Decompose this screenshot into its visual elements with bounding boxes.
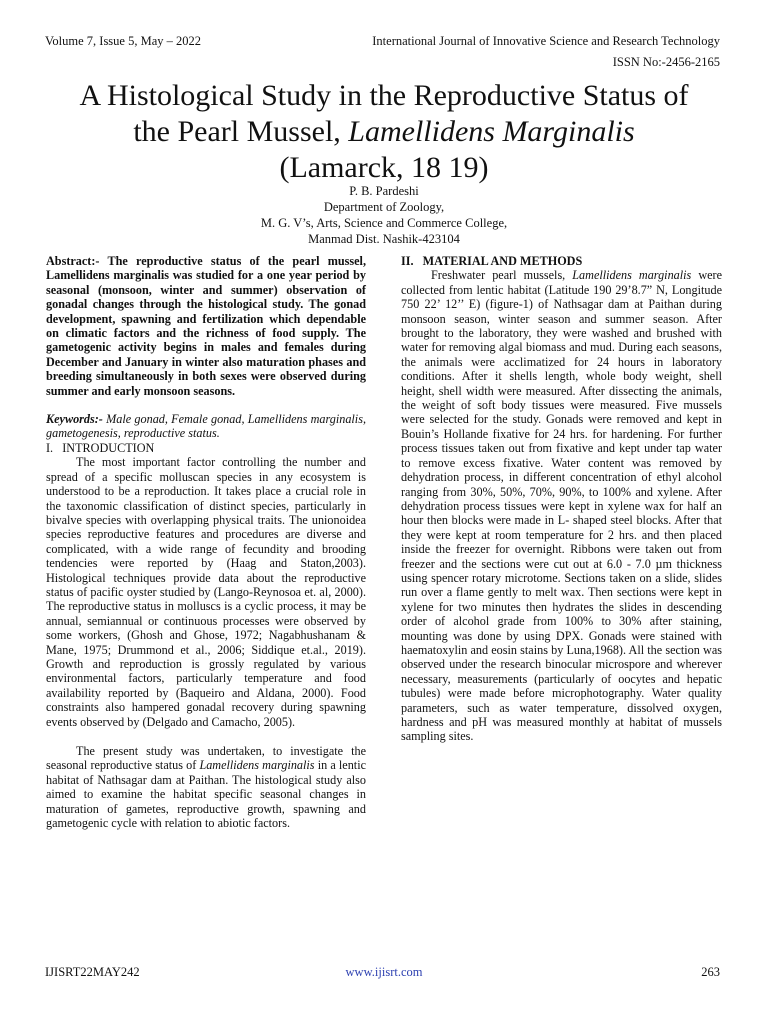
methods-p-a: Freshwater pearl mussels, — [431, 268, 573, 283]
abstract: Abstract:- The reproductive status of the pearl mussel, Lamellidens marginalis was studied for a one year period by seasonal (monsoon, winter and summer) observation of gonadal changes through the histological study. The gonad development, spawning and fertilization which dependable on climatic factors and the richness of food supply. The gametogenic activity begins in males and females during December and January in winter also maturation phases and breeding simultaneously in both sexes were observed during summer and early monsoon seasons. — [46, 254, 366, 398]
left-column — [46, 254, 366, 830]
introduction-paragraph-1: The most important factor controlling the number and spread of a specific molluscan species in any ecosystem is understood to be a reproduction. It takes place a crucial role in the taxonomic classification of distinct species, particularly in bivalve species with overlapping physical traits. The unionoidea species reproductive features and procedures are diverse and complicated, with a wide range of fecundity and brooding tendencies were reported by (Haag and Staton,2003). Histological techniques provide data about the reproductive status of pacific oyster studied by (Lango-Reynosoa et. al, 2000). The reproductive status in molluscs is a cyclic process, it may be annual, semiannual or continuous processes were observed by some workers, (Ghosh and Ghose, 1972; Nagabhushanam & Mane, 1975; Drummond et al., 2006; Siddique et.al., 2019). Growth and reproduction is grossly regulated by various environmental factors, particularly temperature and food availability reported by (Baqueiro and Aldana, 2000). Food constraints also hampered gonadal recovery during spawning events observed by (Delgado and Camacho, 2005). — [46, 455, 366, 729]
methods-paragraph — [401, 268, 722, 743]
author-department: Department of Zoology, — [323, 200, 445, 214]
paper-title — [40, 78, 728, 186]
title-line-2 — [40, 114, 728, 150]
author-college: M. G. V’s, Arts, Science and Commerce College, — [260, 216, 508, 230]
intro-p2-b: in a lentic habitat of Nathsagar dam at Paithan. The histological study also aimed to examine the habitat specific seasonal changes in maturation of gametes, reproductive growth, spawning and gametogenic cycle with relation to abiotic factors. — [46, 758, 366, 831]
author-address: Manmad Dist. Nashik-423104 — [308, 232, 460, 246]
paper-code: IJISRT22MAY242 — [45, 965, 140, 979]
issn: ISSN No:-2456-2165 — [612, 55, 720, 69]
title-line-3: (Lamarck, 18 19) — [279, 151, 489, 184]
title-line-2-prefix: the Pearl Mussel, — [133, 115, 349, 148]
introduction-paragraph-2 — [46, 744, 366, 830]
title-species: Lamellidens Marginalis — [348, 115, 635, 148]
intro-p2-species: Lamellidens marginalis — [199, 758, 315, 773]
right-column — [401, 254, 722, 744]
journal-name: International Journal of Innovative Science and Research Technology — [372, 34, 720, 48]
author-name: P. B. Pardeshi — [349, 184, 419, 198]
methods-heading: II. MATERIAL AND METHODS — [401, 254, 583, 268]
keywords — [46, 412, 366, 441]
keywords-text: Male gonad, Female gonad, Lamellidens marginalis, gametogenesis, reproductive status. — [46, 412, 366, 441]
methods-p-b: were collected from lentic habitat (Latitude 190 29’8.7” N, Longitude 750 22’ 12’’ E) (figure-1) of Nathsagar dam at Paithan during monsoon season, winter season and summer season. After brought to the laboratory, they were washed and brushed with water for removing algal biomass and mud. During each seasons, the animals were acclimatized for 24 hours in laboratory conditions. After it shells length, whole body weight, shell height, shell width were measured. After dissecting the animals, the weight of soft body tissues were measured. Five mussels were selected for the study. Gonads were removed and kept in Bouin’s Hollande fixative for 24 hrs. for hardening. For further process tissues taken out from fixative and kept under tap water to remove excess fixative. Water content was removed by dehydration process, in different concentration of ethyl alcohol ranging from 30%, 50%, 70%, 90%, to 100% and xylene. After dehydration process tissues were kept in xylene wax for half an hour then blocks were made in L- shaped steel blocks. After that they were kept at room temperature for 2 hrs. and then placed inside the freezer for overnight. Ribbons were taken out from freezer and the sections were cut out at 6.0 - 7.0 µm thickness using spencer rotary microtome. Sections taken on a slide, slides run over a flame gently to melt wax. Then sections were kept in xylene for two minutes then hydrates the slides in descending order of alcohol grade from 100% to 30% after staining, mounting was done by using DPX. Gonads were stained with haematoxylin and eosin stains by Luna,1968). All the section was observed under the research binocular microspore and wherever necessary, measurements (particularly of oocytes and hepatic tubules) were made before microphotography. Water quality parameters, such as water temperature, dissolved oxygen, hardness and pH was measured monthly at habitat of mussels sampling sites. — [401, 268, 723, 744]
page-number: 263 — [701, 965, 720, 979]
keywords-label: Keywords:- — [46, 412, 103, 427]
introduction-heading: I. INTRODUCTION — [46, 440, 155, 455]
journal-url-link[interactable]: www.ijisrt.com — [345, 965, 423, 979]
intro-p2-a: The present study was undertaken, to investigate the seasonal reproductive status of — [46, 744, 366, 773]
title-line-1: A Histological Study in the Reproductive Status of — [79, 79, 689, 112]
volume-issue: Volume 7, Issue 5, May – 2022 — [45, 34, 202, 48]
author-block — [184, 183, 584, 247]
methods-species: Lamellidens marginalis — [572, 268, 692, 283]
